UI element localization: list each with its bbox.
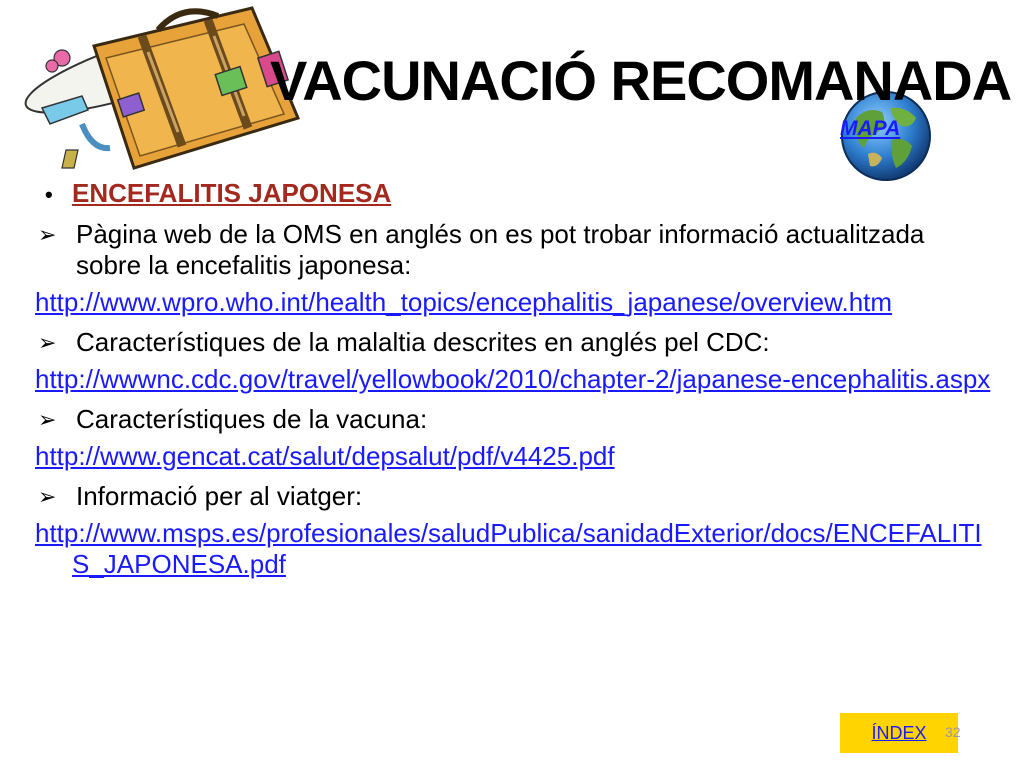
slide-title: VACUNACIÓ RECOMANADA: [270, 49, 1012, 112]
list-item: [35, 327, 995, 358]
arrow-bullet-icon: ➢: [38, 222, 57, 247]
list-item-text: Pàgina web de la OMS en anglés on es pot trobar informació actualitzada sobre la encefalitis japonesa:: [76, 219, 925, 280]
list-item: [35, 404, 995, 435]
page-number: 32: [945, 724, 961, 740]
gencat-link[interactable]: http://www.gencat.cat/salut/depsalut/pdf/v4425.pdf: [35, 441, 615, 471]
content-body: [35, 178, 995, 584]
arrow-bullet-icon: ➢: [38, 330, 57, 355]
cdc-link[interactable]: http://wwwnc.cdc.gov/travel/yellowbook/2010/chapter-2/japanese-encephalitis.aspx: [35, 364, 991, 394]
suitcase-body: [94, 8, 298, 168]
arrow-bullet-icon: ➢: [38, 484, 57, 509]
arrow-bullet-icon: ➢: [38, 407, 57, 432]
list-item: [35, 219, 995, 281]
list-item-text: Característiques de la malaltia descrites en anglés pel CDC:: [76, 327, 770, 357]
bullet-dot-icon: •: [45, 182, 53, 207]
section-heading: [45, 178, 995, 210]
section-heading-text[interactable]: ENCEFALITIS JAPONESA: [72, 178, 392, 208]
index-button[interactable]: ÍNDEX: [840, 713, 958, 753]
list-item-text: Característiques de la vacuna:: [76, 404, 428, 434]
oms-link[interactable]: http://www.wpro.who.int/health_topics/encephalitis_japanese/overview.htm: [35, 287, 893, 317]
list-item-text: Informació per al viatger:: [76, 481, 363, 511]
list-item: [35, 481, 995, 512]
msps-link[interactable]: http://www.msps.es/profesionales/saludPublica/sanidadExterior/docs/ENCEFALITIS_JAPONESA.pdf: [35, 518, 982, 579]
map-link[interactable]: MAPA: [840, 117, 901, 140]
